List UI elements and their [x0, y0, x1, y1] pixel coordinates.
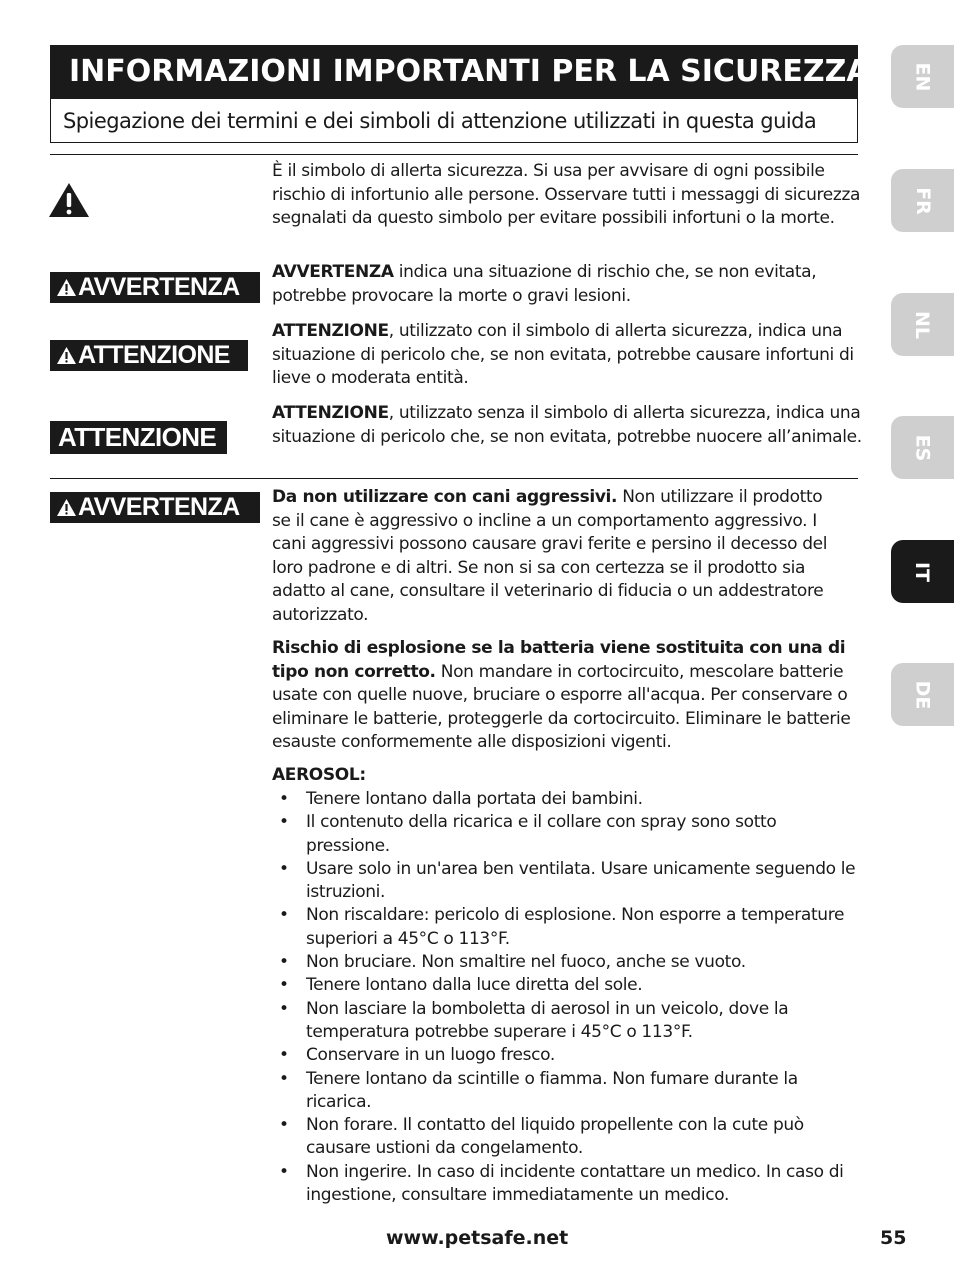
warning-term: AVVERTENZA [272, 262, 394, 282]
list-item: • Non lasciare la bomboletta di aerosol in un veicolo, dove la temperatura potrebbe superare i 45°C o 113°F. [272, 998, 862, 1045]
aerosol-list [272, 788, 862, 1207]
aerosol-heading-text: AEROSOL: [272, 765, 366, 785]
page-number: 55 [880, 1227, 907, 1249]
aggressive-dogs-paragraph [272, 486, 844, 627]
list-item: • Non forare. Il contatto del liquido propellente con la cute può causare ustioni da congelamento. [272, 1114, 862, 1161]
divider-top [50, 154, 858, 155]
list-item: • Non ingerire. In caso di incidente contattare un medico. In caso di ingestione, consultare immediatamente un medico. [272, 1161, 862, 1208]
battery-heading: Rischio di esplosione se la batteria viene sostituita con una di tipo non corretto. [272, 638, 846, 682]
warning-triangle-icon [56, 278, 77, 297]
section-warning-badge [50, 492, 260, 523]
aggressive-dogs-heading: Da non utilizzare con cani aggressivi. [272, 487, 618, 507]
caution-badge [50, 340, 248, 371]
tab-language-label: EN [911, 62, 934, 91]
warning-badge-label: AVVERTENZA [78, 273, 240, 301]
caution-plain-badge [50, 421, 227, 454]
caution-plain-badge-label: ATTENZIONE [58, 422, 217, 452]
page-subtitle [50, 98, 858, 143]
list-item: • Tenere lontano da scintille o fiamma. Non fumare durante la ricarica. [272, 1068, 862, 1115]
tab-language-en[interactable] [891, 45, 954, 108]
list-item: • Il contenuto della ricarica e il collare con spray sono sotto pressione. [272, 811, 862, 858]
section-warning-badge-label: AVVERTENZA [78, 493, 240, 521]
tab-language-label: DE [911, 680, 934, 709]
warning-triangle-icon [56, 498, 77, 517]
caution-badge-label: ATTENZIONE [78, 341, 230, 369]
list-item: • Non bruciare. Non smaltire nel fuoco, anche se vuoto. [272, 951, 862, 974]
warning-badge [50, 272, 260, 303]
list-item: • Non riscaldare: pericolo di esplosione. Non esporre a temperature superiori a 45°C o 113°F. [272, 904, 862, 951]
caution-description-text: , utilizzato con il simbolo di allerta sicurezza, indica una situazione di pericolo che, se non evitata, potrebbe causare infortuni di lieve o moderata entità. [272, 321, 854, 388]
page-title-text: INFORMAZIONI IMPORTANTI PER LA SICUREZZA [69, 54, 870, 89]
tab-language-nl[interactable] [891, 293, 954, 356]
list-item: • Conservare in un luogo fresco. [272, 1044, 862, 1067]
warning-description [272, 261, 862, 308]
caution-plain-description-text: , utilizzato senza il simbolo di allerta sicurezza, indica una situazione di pericolo che, se non evitata, potrebbe nuocere all’animale. [272, 403, 862, 447]
warning-triangle-icon [48, 182, 90, 218]
tab-language-fr[interactable] [891, 169, 954, 232]
warning-description-text: indica una situazione di rischio che, se non evitata, potrebbe provocare la morte o gravi lesioni. [272, 262, 817, 306]
list-item: • Tenere lontano dalla portata dei bambini. [272, 788, 862, 811]
divider-middle [50, 478, 858, 479]
caution-description [272, 320, 862, 391]
page-title [50, 45, 870, 98]
tab-language-label: NL [911, 310, 934, 339]
page-subtitle-text: Spiegazione dei termini e dei simboli di attenzione utilizzati in questa guida [63, 108, 817, 133]
aerosol-heading [272, 764, 862, 788]
tab-language-label: FR [911, 186, 934, 215]
footer-url[interactable]: www.petsafe.net [386, 1227, 569, 1249]
alert-symbol-description: È il simbolo di allerta sicurezza. Si usa per avvisare di ogni possibile rischio di infortunio alle persone. Osservare tutti i messaggi di sicurezza segnalati da questo simbolo per evitare possibili infortuni o la morte. [272, 161, 861, 228]
caution-plain-term: ATTENZIONE [272, 403, 389, 423]
list-item: • Tenere lontano dalla luce diretta del sole. [272, 974, 862, 997]
tab-language-label: IT [911, 561, 934, 582]
battery-paragraph [272, 637, 862, 755]
warning-triangle-icon [56, 346, 77, 365]
tab-language-de[interactable] [891, 663, 954, 726]
tab-language-it[interactable] [891, 540, 954, 603]
list-item: • Usare solo in un'area ben ventilata. Usare unicamente seguendo le istruzioni. [272, 858, 862, 905]
tab-language-label: ES [911, 434, 934, 461]
tab-language-es[interactable] [891, 416, 954, 479]
battery-text: Non mandare in cortocircuito, mescolare batterie usate con quelle nuove, bruciare o esporre all'acqua. Per conservare o eliminare le batterie, proteggerle da cortocircuito. Eliminare le batterie esauste conformemente alle disposizioni vigenti. [272, 661, 851, 752]
aggressive-dogs-text: Non utilizzare il prodotto se il cane è aggressivo o incline a un comportamento aggressivo. I cani aggressivi possono causare gravi ferite e persino il decesso del loro padrone e di altri. Se non si sa con certezza se il prodotto sia adatto al cane, consultare il veterinario di fiducia o un addestratore autorizzato. [272, 487, 828, 625]
caution-plain-description [272, 402, 862, 449]
caution-term: ATTENZIONE [272, 321, 389, 341]
